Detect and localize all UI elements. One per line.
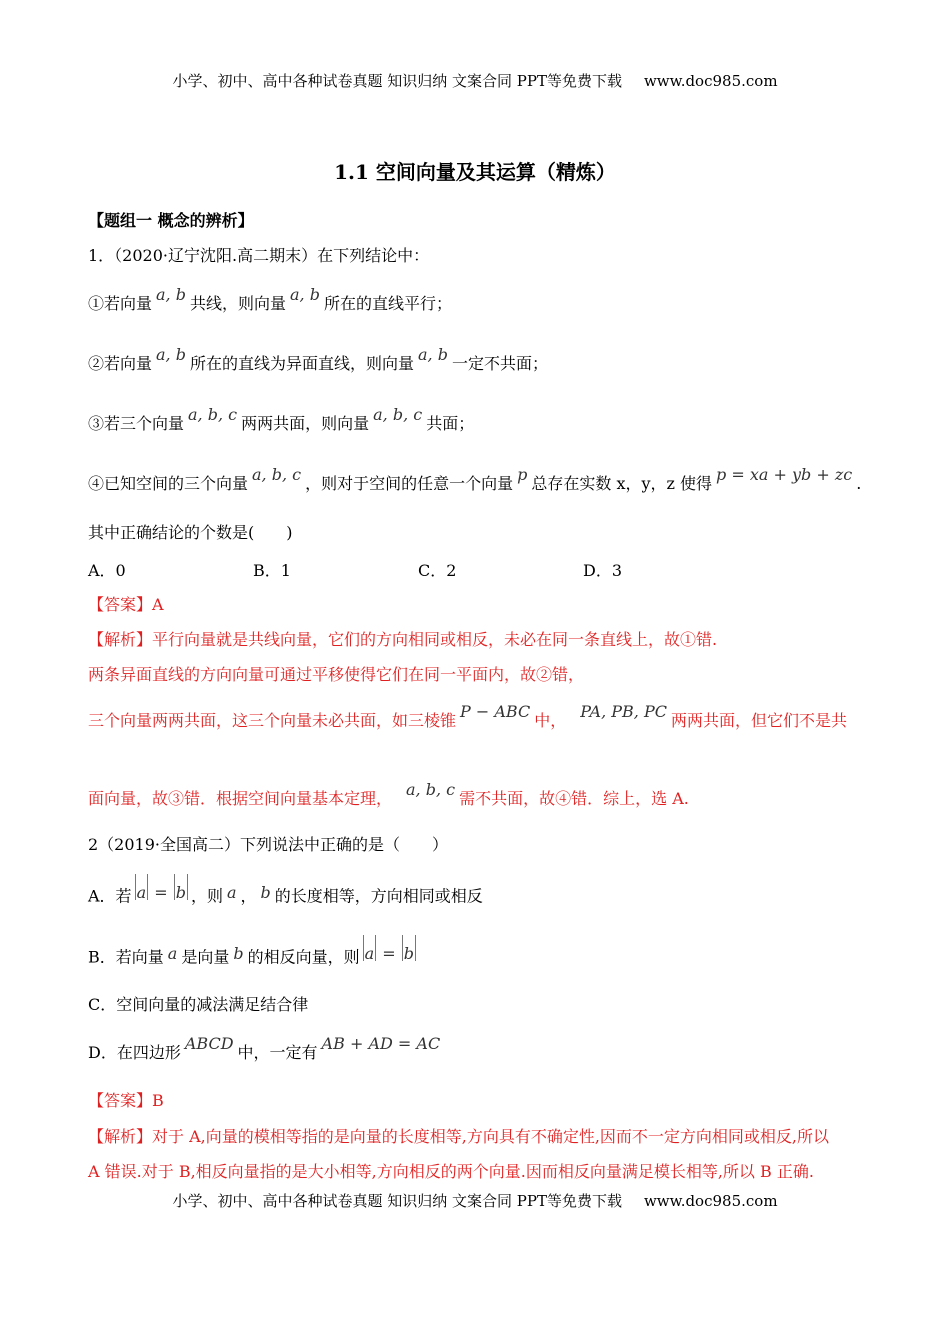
header-site[interactable]: www.doc985.com (643, 72, 778, 90)
math-ab: a, b (156, 285, 186, 304)
q1-option-a: A．0 (88, 561, 126, 580)
q1-answer: 【答案】A (88, 595, 164, 614)
q1-option-b: B．1 (253, 561, 291, 580)
q2-stem: 2（2019·全国高二）下列说法中正确的是（ ） (88, 835, 448, 854)
q2-explanation-2: A 错误.对于 B,相反向量指的是大小相等,方向相反的两个向量.因而相反向量满足模长相等,所以 B 正确. (88, 1162, 814, 1181)
page-footer (0, 1190, 950, 1211)
page-title: 1.1 空间向量及其运算（精炼） (334, 160, 616, 184)
math-vecsum: AB + AD = AC (321, 1034, 441, 1053)
header-text: 小学、初中、高中各种试卷真题 知识归纳 文案合同 PPT等免费下载 (172, 72, 622, 90)
math-abc: a, b, c (406, 780, 456, 799)
q1-explanation-4: 面向量，故③错．根据空间向量基本定理， a, b, c 需不共面，故④错．综上，选 A. (88, 780, 689, 808)
math-p: p (517, 465, 528, 484)
math-b: b (233, 943, 244, 963)
q2-option-b: B．若向量 a 是向量 b 的相反向量，则 a = b (88, 945, 419, 971)
math-ab: a, b (289, 285, 320, 304)
math-ab: a, b (417, 345, 448, 364)
q1-ask: 其中正确结论的个数是( ) (88, 523, 293, 542)
q1-statement-2: ②若向量 a, b 所在的直线为异面直线，则向量 a, b 一定不共面； (88, 345, 548, 373)
math-abcd: ABCD (184, 1034, 234, 1053)
q2-option-a: A．若 a = b ，则 a ， b 的长度相等，方向相同或相反 (88, 884, 483, 910)
q1-stem: 1．（2020·辽宁沈阳.高二期末）在下列结论中： (88, 246, 430, 265)
math-a: a (167, 943, 178, 963)
footer-text: 小学、初中、高中各种试卷真题 知识归纳 文案合同 PPT等免费下载 (172, 1192, 622, 1210)
q1-option-c: C．2 (418, 561, 457, 580)
footer-site[interactable]: www.doc985.com (643, 1192, 778, 1210)
q1-explanation-2: 两条异面直线的方向向量可通过平移使得它们在同一平面内，故②错， (88, 665, 585, 684)
q1-explanation-3: 三个向量两两共面，这三个向量未必共面，如三棱锥 P − ABC 中， PA, PB, PC 两两共面，但它们不是共 (88, 702, 847, 730)
q1-statement-4: ④已知空间的三个向量 a, b, c ，则对于空间的任意一个向量 p 总存在实数 x，y，z 使得 p = xa + yb + zc . (88, 465, 862, 493)
math-abc: a, b, c (373, 405, 423, 424)
math-pxyz: p = xa + yb + zc (716, 465, 853, 484)
math-pabc: P − ABC (460, 702, 531, 721)
q2-option-c: C．空间向量的减法满足结合律 (88, 995, 309, 1014)
q1-statement-1: ①若向量 a, b 共线，则向量 a, b 所在的直线平行； (88, 285, 452, 313)
q1-statement-3: ③若三个向量 a, b, c 两两共面，则向量 a, b, c 共面； (88, 405, 475, 433)
math-ab: a, b (156, 345, 186, 364)
math-b: b (260, 882, 271, 902)
math-a: a (226, 882, 237, 902)
math-abc: a, b, c (252, 465, 302, 484)
q2-explanation-1: 【解析】对于 A,向量的模相等指的是向量的长度相等,方向具有不确定性,因而不一定方向相同或相反,所以 (88, 1127, 829, 1146)
q1-option-d: D．3 (583, 561, 623, 580)
math-papbpc: PA, PB, PC (580, 702, 667, 721)
math-abc: a, b, c (188, 405, 238, 424)
q2-option-d: D．在四边形 ABCD 中，一定有 AB + AD = AC (88, 1034, 441, 1062)
page-header (0, 70, 950, 91)
q1-explanation-1: 【解析】平行向量就是共线向量，它们的方向相同或相反，未必在同一条直线上，故①错. (88, 630, 718, 649)
group-heading: 【题组一 概念的辨析】 (88, 211, 254, 230)
q2-answer: 【答案】B (88, 1091, 164, 1110)
